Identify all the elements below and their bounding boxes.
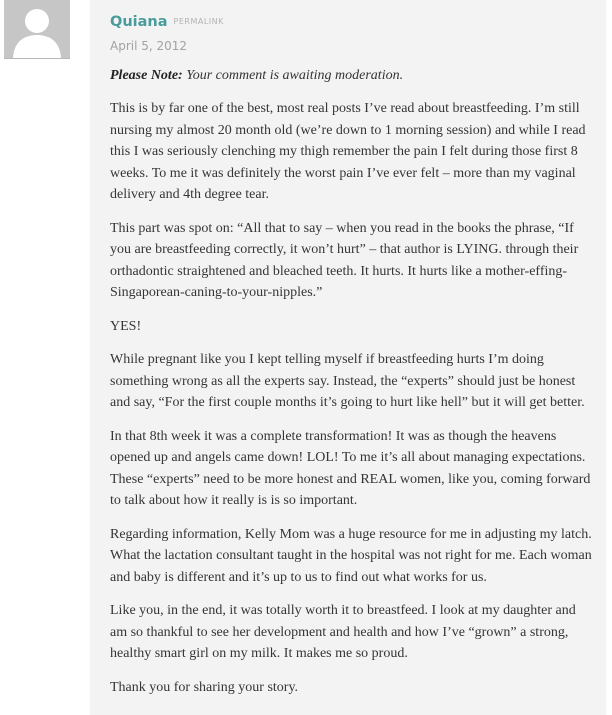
comment-meta [110, 13, 594, 35]
moderation-text: Your comment is awaiting moderation. [186, 68, 404, 83]
moderation-note [110, 65, 594, 86]
comment-paragraph: In that 8th week it was a complete transformation! It was as though the heavens opened up and angels came down! LOL! To me it’s all about managing expectations. These “experts” need to be more honest and REAL women, like you, coming forward to talk about how it really is is so important. [110, 428, 591, 508]
avatar [4, 0, 70, 59]
comment-author-link[interactable]: Quiana [110, 14, 168, 30]
default-user-icon [4, 0, 70, 58]
comment-paragraph: Like you, in the end, it was totally worth it to breastfeed. I look at my daughter and am so thankful to see her development and health and how I’ve “grown” a strong, healthy smart girl on my milk. It makes me so proud. [110, 603, 576, 661]
comment-date: April 5, 2012 [110, 39, 188, 53]
comment [90, 0, 606, 715]
comment-paragraph: This part was spot on: “All that to say – when you read in the books the phrase, “If you are breastfeeding correctly, it won’t hurt” – that author is LYING. through their orthadontic straightened and bleached teeth. It hurts. It hurts like a mother-effing-Singaporean-caning-to-your-nipples.” [110, 220, 579, 300]
moderation-label: Please Note: [110, 68, 183, 83]
permalink-link[interactable]: PERMALINK [173, 17, 224, 26]
comment-paragraph: YES! [110, 318, 142, 334]
comment-paragraph: This is by far one of the best, most real posts I’ve read about breastfeeding. I’m still nursing my almost 20 month old (we’re down to 1 morning session) and while I read this I was seriously clenching my thigh remember the pain I felt during those first 8 weeks. To me it was definitely the worst pain I’ve ever felt – more than my vaginal delivery and 4th degree tear. [110, 101, 586, 202]
comment-paragraph: While pregnant like you I kept telling myself if breastfeeding hurts I’m doing something wrong as all the experts say. Instead, the “experts” should just be honest and say, “For the first couple months it’s going to hurt like hell” but it will get better. [110, 352, 585, 410]
comment-paragraph: Regarding information, Kelly Mom was a huge resource for me in adjusting my latch. What the lactation consultant taught in the hospital was not right for me. Each woman and baby is different and it’s up to us to find out what works for us. [110, 526, 592, 585]
comment-paragraph: Thank you for sharing your story. [110, 679, 299, 695]
